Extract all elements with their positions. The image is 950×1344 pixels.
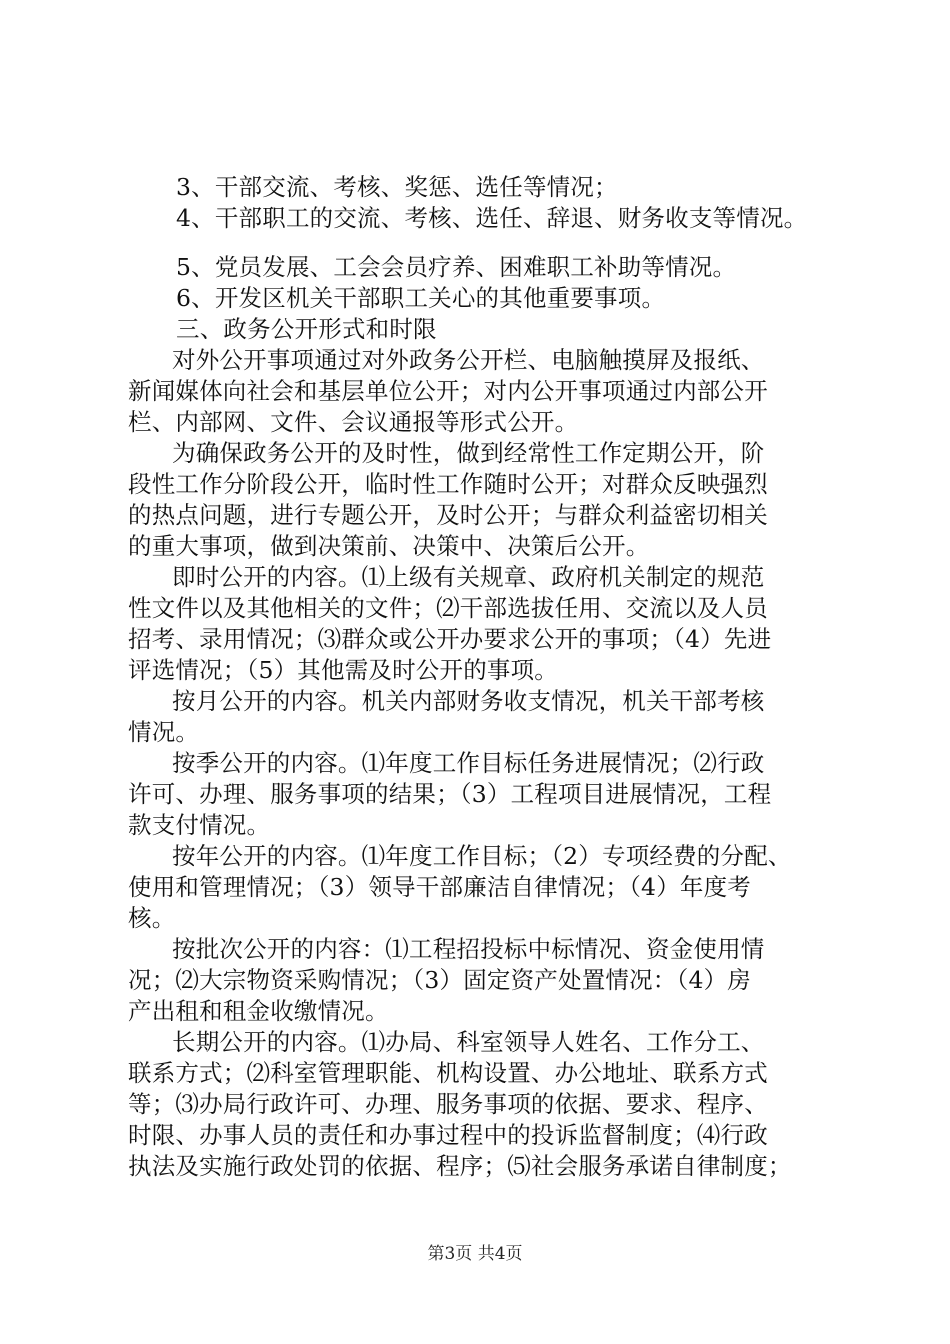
list-item-5: 5、党员发展、工会会员疗养、困难职工补助等情况。 [176,253,737,281]
paragraph-public-channels: 对外公开事项通过对外政务公开栏、电脑触摸屏及报纸、 新闻媒体向社会和基层单位公开；对内公开事项通过内部公开 栏、内部网、文件、会议通报等形式公开。 [128,346,768,436]
paragraph-batch-disclosure: 按批次公开的内容：⑴工程招投标中标情况、资金使用情 况；⑵大宗物资采购情况；（3）固定资产处置情况：（4）房 产出租和租金收缴情况。 [128,935,765,1025]
list-item-6: 6、开发区机关干部职工关心的其他重要事项。 [176,284,666,312]
paragraph-quarterly-disclosure: 按季公开的内容。⑴年度工作目标任务进展情况；⑵行政 许可、办理、服务事项的结果；（3）工程项目进展情况，工程 款支付情况。 [128,749,772,839]
paragraph-timeliness: 为确保政务公开的及时性，做到经常性工作定期公开，阶 段性工作分阶段公开，临时性工作随时公开；对群众反映强烈 的热点问题，进行专题公开，及时公开；与群众利益密切相关 的重大事项，做到决策前、决策中、决策后公开。 [128,439,768,560]
section-heading: 三、政务公开形式和时限 [176,315,437,343]
page-number-footer: 第3页 共4页 [427,1244,523,1264]
list-item-3: 3、干部交流、考核、奖惩、选任等情况； [176,173,618,201]
paragraph-immediate-disclosure: 即时公开的内容。⑴上级有关规章、政府机关制定的规范 性文件以及其他相关的文件；⑵干部选拔任用、交流以及人员 招考、录用情况；⑶群众或公开办要求公开的事项；（4）先进 评选情况；（5）其他需及时公开的事项。 [128,563,772,684]
paragraph-long-term-disclosure: 长期公开的内容。⑴办局、科室领导人姓名、工作分工、 联系方式；⑵科室管理职能、机构设置、办公地址、联系方式 等；⑶办局行政许可、办理、服务事项的依据、要求、程序、 时限、办事人员的责任和办事过程中的投诉监督制度；⑷行政 执法及实施行政处罚的依据、程序；⑸社会服务承诺自律制度； [128,1028,792,1180]
paragraph-monthly-disclosure: 按月公开的内容。机关内部财务收支情况，机关干部考核 情况。 [128,687,765,746]
paragraph-annual-disclosure: 按年公开的内容。⑴年度工作目标；（2）专项经费的分配、 使用和管理情况；（3）领导干部廉洁自律情况；（4）年度考 核。 [128,842,792,932]
document-body [128,172,840,1182]
list-item-4: 4、干部职工的交流、考核、选任、辞退、财务收支等情况。 [176,204,808,232]
